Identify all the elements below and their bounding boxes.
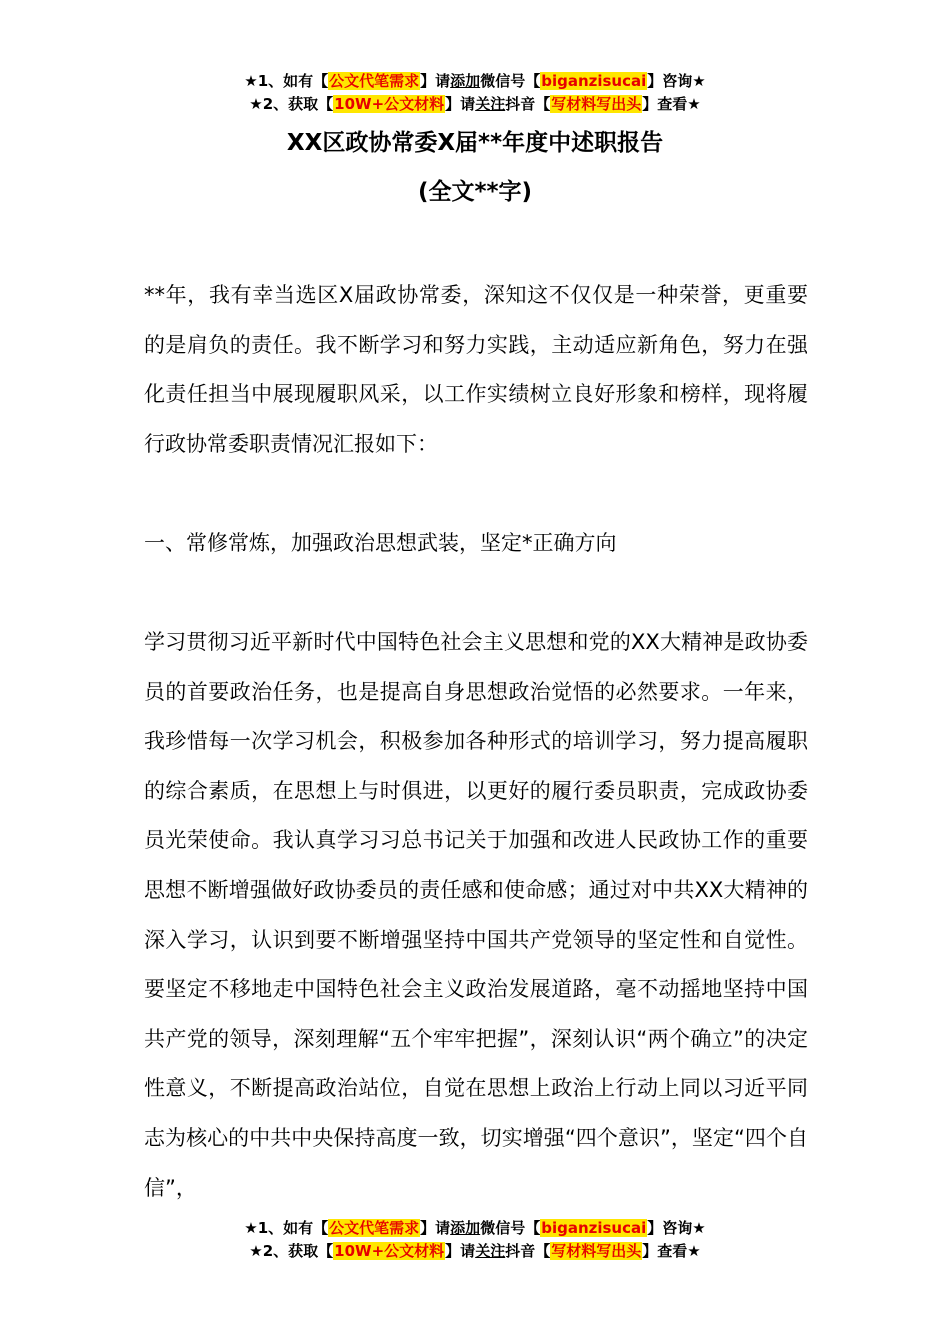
banner-line-2 [0,1240,950,1263]
section-heading: 一、常修常炼，加强政治思想武装，坚定*正确方向 [144,531,617,555]
banner-highlight: 写材料写出头 [551,95,642,113]
banner-text: 】查看 [642,95,688,113]
banner-text: 】咨询 [647,72,693,90]
star-icon: ★ [692,1219,706,1237]
intro-paragraph: **年，我有幸当选区X届政协常委，深知这不仅仅是一种荣誉，更重要的是肩负的责任。我不断学习和努力实践，主动适应新角色，努力在强化责任担当中展现履职风采，以工作实绩树立良好形象和榜样，现将履行政协常委职责情况汇报如下： [144,283,808,456]
document-subtitle: (全文**字) [417,179,533,205]
banner-text: 】请 [420,72,451,90]
banner-text: 】查看 [642,1242,688,1260]
banner-text: 】请 [445,95,476,113]
banner-highlight: biganzisucai [541,72,647,90]
star-icon: ★ [244,72,258,90]
star-icon: ★ [249,1242,263,1260]
banner-text: 1、如有【 [257,72,329,90]
banner-text: 抖音【 [505,1242,551,1260]
banner-text: 微信号【 [480,72,541,90]
banner-highlight: 公文代笔需求 [329,72,420,90]
banner-underlined-text: 关注 [475,1242,506,1260]
bottom-banner [0,1217,950,1263]
body-paragraph: 学习贯彻习近平新时代中国特色社会主义思想和党的XX大精神是政协委员的首要政治任务，也是提高自身思想政治觉悟的必然要求。一年来，我珍惜每一次学习机会，积极参加各种形式的培训学习，努力提高履职的综合素质，在思想上与时俱进，以更好的履行委员职责，完成政协委员光荣使命。我认真学习习总书记关于加强和改进人民政协工作的重要思想不断增强做好政协委员的责任感和使命感；通过对中共XX大精神的深入学习，认识到要不断增强坚持中国共产党领导的坚定性和自觉性。要坚定不移地走中国特色社会主义政治发展道路，毫不动摇地坚持中国共产党的领导，深刻理解“五个牢牢把握”，深刻认识“两个确立”的决定性意义，不断提高政治站位，自觉在思想上政治上行动上同以习近平同志为核心的中共中央保持高度一致，切实增强“四个意识”，坚定“四个自信”， [144,630,808,1200]
banner-text: 】请 [445,1242,476,1260]
banner-underlined-text: 添加 [450,1219,481,1237]
banner-highlight: biganzisucai [541,1219,647,1237]
banner-text: 抖音【 [505,95,551,113]
star-icon: ★ [244,1219,258,1237]
banner-line-1 [0,1217,950,1240]
banner-text: 微信号【 [480,1219,541,1237]
banner-underlined-text: 关注 [475,95,506,113]
banner-highlight: 写材料写出头 [551,1242,642,1260]
top-banner [0,70,950,116]
banner-text: 2、获取【 [262,1242,334,1260]
banner-highlight: 10W+公文材料 [334,1242,445,1260]
star-icon: ★ [687,95,701,113]
star-icon: ★ [687,1242,701,1260]
banner-text: 1、如有【 [257,1219,329,1237]
banner-text: 2、获取【 [262,95,334,113]
banner-underlined-text: 添加 [450,72,481,90]
star-icon: ★ [692,72,706,90]
banner-line-2 [0,93,950,116]
banner-line-1 [0,70,950,93]
banner-text: 】请 [420,1219,451,1237]
banner-text: 】咨询 [647,1219,693,1237]
star-icon: ★ [249,95,263,113]
document-title: XX区政协常委X届**年度中述职报告 [286,130,664,156]
banner-highlight: 10W+公文材料 [334,95,445,113]
banner-highlight: 公文代笔需求 [329,1219,420,1237]
